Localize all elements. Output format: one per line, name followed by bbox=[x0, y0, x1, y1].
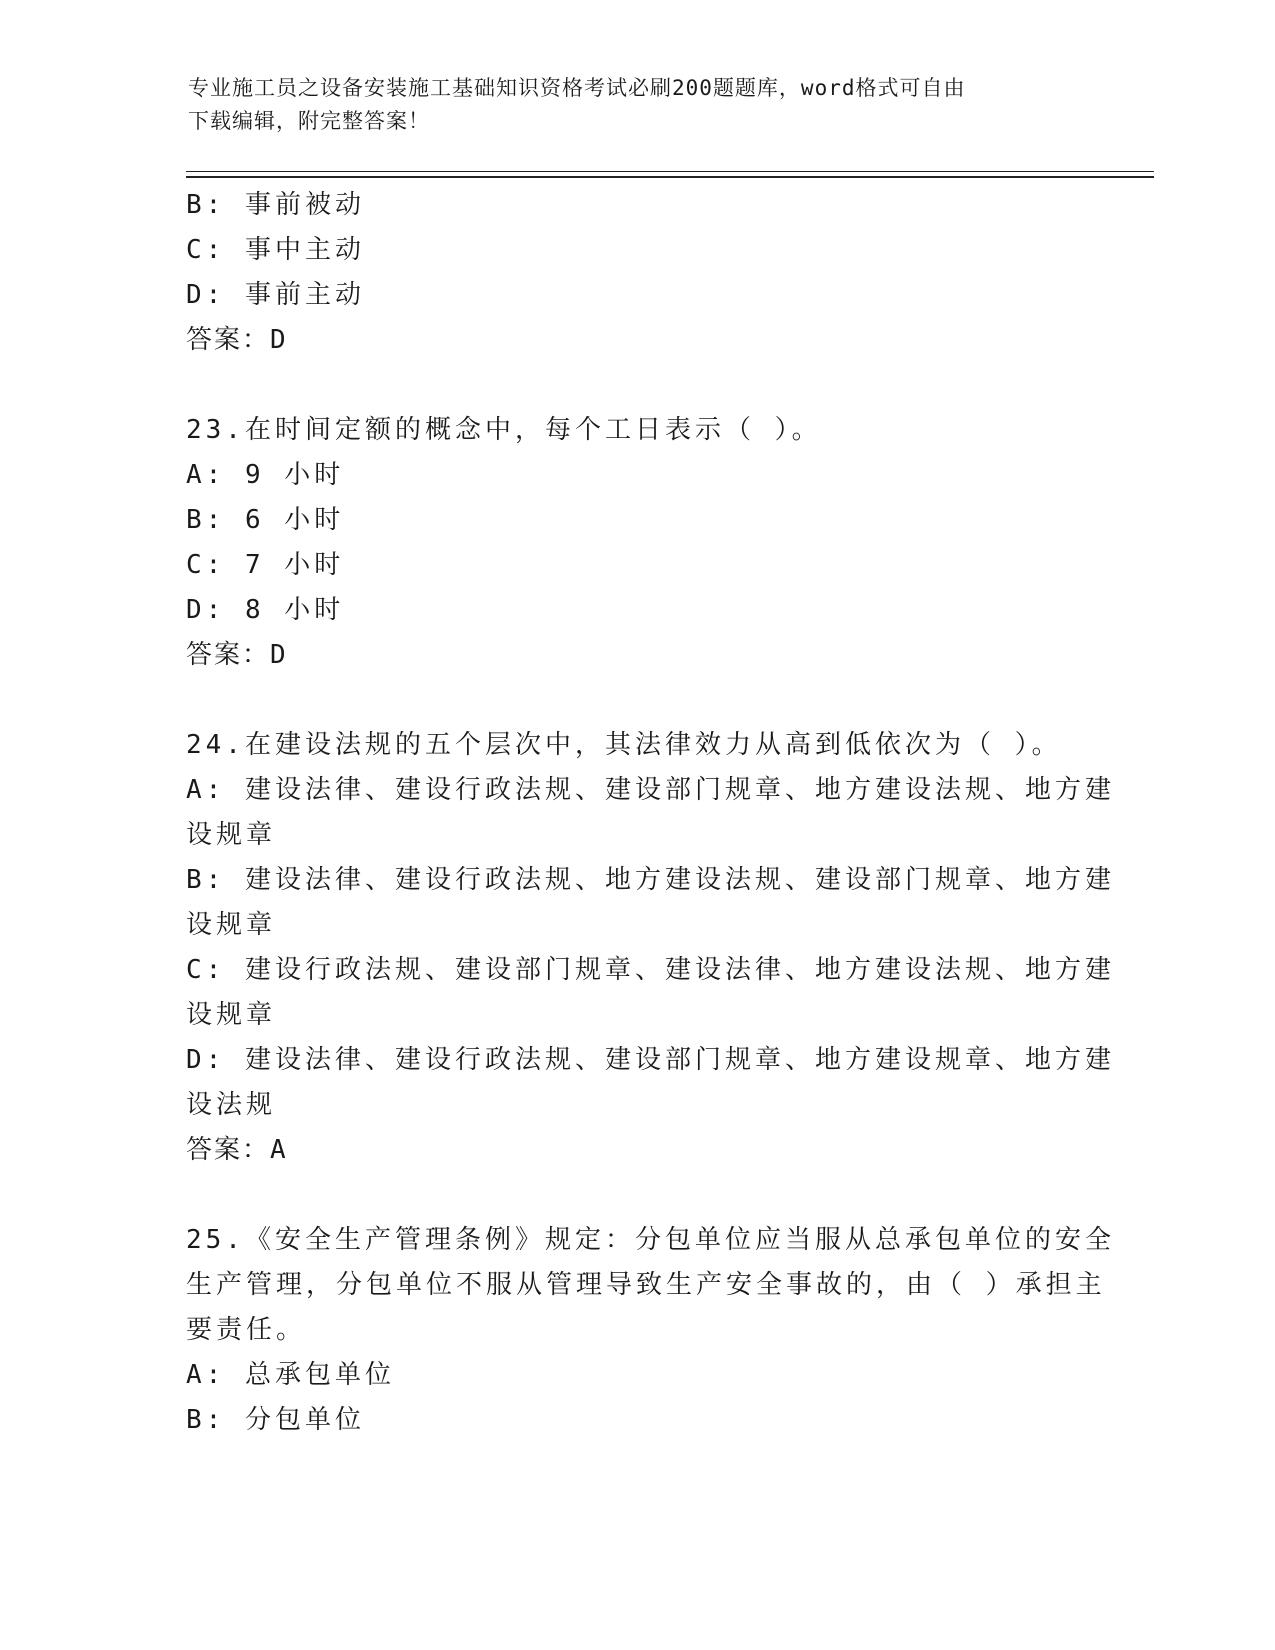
option-d: D: 8 小时 bbox=[186, 595, 345, 625]
option-c: C: 事中主动 bbox=[186, 235, 365, 265]
question-25-cont: 要责任。 bbox=[186, 1315, 307, 1345]
option-a: A: 总承包单位 bbox=[186, 1360, 395, 1390]
option-b: B: 事前被动 bbox=[186, 190, 365, 220]
option-a-cont: 设规章 bbox=[186, 820, 277, 850]
question-23: 23.在时间定额的概念中，每个工日表示（ ）。 bbox=[186, 415, 822, 445]
answer: 答案：D bbox=[186, 325, 288, 355]
option-a: A: 9 小时 bbox=[186, 460, 345, 490]
option-b-cont: 设规章 bbox=[186, 910, 277, 940]
option-b: B: 建设法律、建设行政法规、地方建设法规、建设部门规章、地方建 bbox=[186, 865, 1115, 895]
option-c: C: 建设行政法规、建设部门规章、建设法律、地方建设法规、地方建 bbox=[186, 955, 1115, 985]
option-c: C: 7 小时 bbox=[186, 550, 345, 580]
option-d: D: 建设法律、建设行政法规、建设部门规章、地方建设规章、地方建 bbox=[186, 1045, 1115, 1075]
option-d: D: 事前主动 bbox=[186, 280, 365, 310]
question-24: 24.在建设法规的五个层次中，其法律效力从高到低依次为（ ）。 bbox=[186, 730, 1062, 760]
option-a: A: 建设法律、建设行政法规、建设部门规章、地方建设法规、地方建 bbox=[186, 775, 1115, 805]
option-d-cont: 设法规 bbox=[186, 1090, 277, 1120]
option-b: B: 6 小时 bbox=[186, 505, 345, 535]
page-header: 专业施工员之设备安装施工基础知识资格考试必刷200题题库，word格式可自由 下载编辑，附完整答案！ bbox=[188, 76, 966, 133]
header-divider-thin bbox=[186, 171, 1154, 172]
option-c-cont: 设规章 bbox=[186, 1000, 277, 1030]
answer: 答案：A bbox=[186, 1135, 288, 1165]
header-divider-thick bbox=[186, 176, 1154, 178]
option-b: B: 分包单位 bbox=[186, 1405, 365, 1435]
answer: 答案：D bbox=[186, 640, 288, 670]
question-25: 25.《安全生产管理条例》规定：分包单位应当服从总承包单位的安全 bbox=[186, 1225, 1115, 1255]
question-25-cont: 生产管理，分包单位不服从管理导致生产安全事故的，由（ ）承担主 bbox=[186, 1270, 1106, 1300]
